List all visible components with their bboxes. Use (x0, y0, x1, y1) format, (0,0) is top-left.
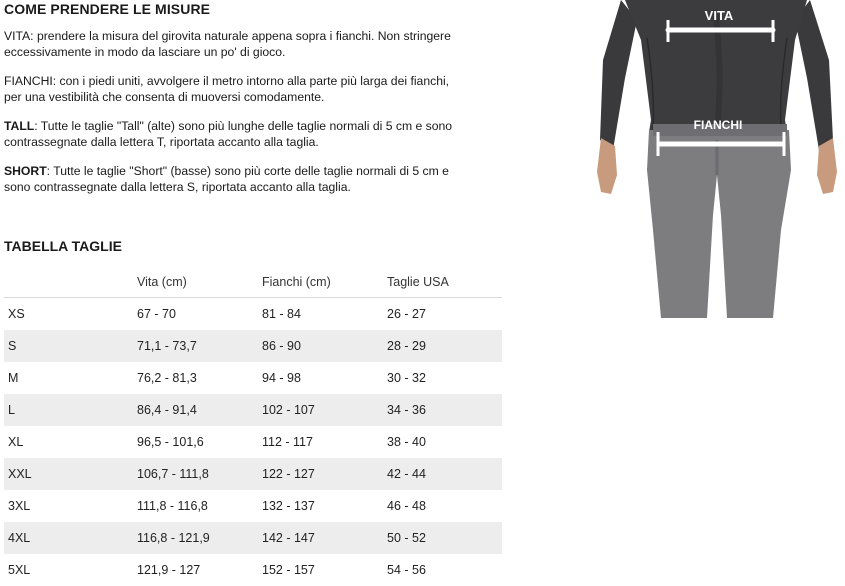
header-size (4, 266, 137, 298)
hips-cell: 142 - 147 (262, 522, 387, 554)
right-arm (795, 0, 833, 150)
us-size-cell: 34 - 36 (387, 394, 502, 426)
table-row (4, 458, 502, 490)
section-title-size-table: TABELLA TAGLIE (4, 238, 122, 254)
table-row (4, 298, 502, 331)
hips-cell: 86 - 90 (262, 330, 387, 362)
us-size-cell: 26 - 27 (387, 307, 426, 321)
size-cell: S (4, 330, 137, 362)
waist-cell: 111,8 - 116,8 (137, 499, 208, 513)
short-text: : Tutte le taglie "Short" (basse) sono più corte delle taglie normali di 5 cm e sono contrassegnate dalla lettera S, riportata accanto alla taglia. (4, 164, 449, 194)
hips-cell: 122 - 127 (262, 458, 387, 490)
tights (647, 130, 791, 318)
tall-label: TALL (4, 119, 35, 133)
size-cell: 5XL (8, 563, 31, 577)
table-row (4, 522, 502, 554)
us-size-cell: 28 - 29 (387, 330, 502, 362)
waist-cell: 71,1 - 73,7 (137, 330, 262, 362)
us-size-cell: 42 - 44 (387, 458, 502, 490)
hips-cell: 112 - 117 (262, 435, 313, 449)
table-row (4, 554, 502, 586)
size-cell: XXL (4, 458, 137, 490)
left-arm (600, 0, 637, 150)
section-title-how-to-measure: COME PRENDERE LE MISURE (4, 1, 211, 17)
header-us-size: Taglie USA (387, 266, 502, 298)
table-header-row (4, 266, 502, 298)
us-size-cell: 46 - 48 (387, 499, 426, 513)
table-row (4, 362, 502, 394)
header-hips: Fianchi (cm) (262, 266, 387, 298)
size-cell: XL (8, 435, 24, 449)
tall-text: : Tutte le taglie "Tall" (alte) sono più lunghe delle taglie normali di 5 cm e sono contrassegnate dalla lettera T, riportata accanto alla taglia. (4, 119, 453, 149)
hips-instructions: FIANCHI: con i piedi uniti, avvolgere il metro intorno alla parte più larga dei fianchi, per una vestibilità che consenta di muoversi comodamente. (4, 74, 450, 104)
us-size-cell: 38 - 40 (387, 435, 426, 449)
hips-cell: 132 - 137 (262, 499, 315, 513)
waist-cell: 116,8 - 121,9 (137, 522, 262, 554)
right-hand (817, 138, 837, 194)
size-cell: XS (8, 307, 25, 321)
hips-label: FIANCHI (693, 118, 743, 132)
table-row (4, 330, 502, 362)
table-row (4, 394, 502, 426)
size-cell: L (4, 394, 137, 426)
table-row (4, 490, 502, 522)
hips-cell: 152 - 157 (262, 563, 315, 577)
size-table (4, 266, 502, 586)
short-label: SHORT (4, 164, 47, 178)
size-cell: 3XL (8, 499, 31, 513)
short-note (4, 163, 464, 195)
size-cell: M (8, 371, 19, 385)
hips-cell: 81 - 84 (262, 307, 301, 321)
us-size-cell: 54 - 56 (387, 563, 426, 577)
waist-instructions: VITA: prendere la misura del girovita naturale appena sopra i fianchi. Non stringere eccessivamente in modo da lasciare un po' di gioco. (4, 29, 451, 59)
waist-cell: 86,4 - 91,4 (137, 394, 262, 426)
body-measurement-figure (595, 0, 840, 318)
waist-label: VITA (704, 8, 734, 23)
hips-cell: 102 - 107 (262, 394, 387, 426)
table-row (4, 426, 502, 458)
waist-cell: 106,7 - 111,8 (137, 458, 262, 490)
us-size-cell: 30 - 32 (387, 371, 426, 385)
left-hand (597, 138, 617, 194)
us-size-cell: 50 - 52 (387, 522, 502, 554)
hips-cell: 94 - 98 (262, 371, 301, 385)
size-cell: 4XL (4, 522, 137, 554)
model-illustration (595, 0, 840, 318)
header-waist: Vita (cm) (137, 266, 262, 298)
waist-cell: 67 - 70 (137, 307, 176, 321)
waist-cell: 96,5 - 101,6 (137, 435, 204, 449)
waist-cell: 76,2 - 81,3 (137, 371, 197, 385)
tall-note (4, 118, 464, 150)
waist-cell: 121,9 - 127 (137, 563, 201, 577)
